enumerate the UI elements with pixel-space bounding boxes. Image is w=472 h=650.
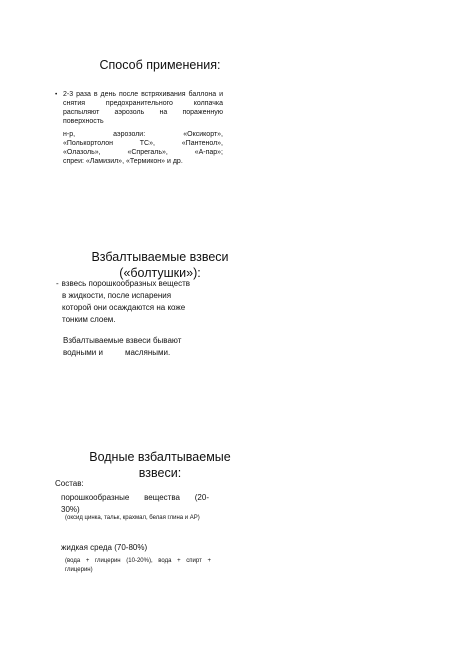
types-oily: масляными. (124, 348, 171, 357)
usage-description: 2-3 раза в день после встряхивания баллона и снятия предохранительного колпачка распыляют аэрозоль на пораженную поверхность (63, 91, 223, 125)
definition-line: взвесь порошкообразных веществ (61, 279, 190, 288)
bullet-paragraph (63, 90, 223, 166)
types-line (63, 347, 243, 359)
definition-line: которой они осаждаются на коже (62, 303, 186, 312)
slide-shake-suspensions (0, 216, 472, 432)
definition-text (56, 278, 236, 326)
composition-label: Состав: (55, 479, 84, 488)
dash-marker: - (56, 279, 59, 288)
examples-line: «Полькортолон ТС», «Пантенол», (63, 140, 223, 147)
bullet-marker: • (55, 91, 58, 98)
composition-note-liquid: (вода + глицерин (10-20%), вода + спирт + глицерин) (65, 558, 211, 573)
types-line: Взбалтываемые взвеси бывают (63, 336, 182, 345)
slide-title-line: Взбалтываемые взвеси (91, 250, 229, 264)
examples-block (63, 130, 223, 166)
slide-title-line: («болтушки»): (119, 266, 201, 280)
slide-title: Способ применения: (99, 58, 221, 72)
types-aqueous: водными и (63, 348, 103, 357)
examples-line: «Олазоль», «Спрегаль», «А-пар»; (63, 149, 223, 156)
composition-item-powders (61, 492, 209, 516)
composition-note-powders: (оксид цинка, тальк, крахмал, белая глина и АР) (65, 515, 200, 521)
slide-aqueous-suspensions (0, 432, 472, 650)
composition-item-liquid: жидкая среда (70-80%) (61, 543, 148, 552)
examples-line: н-р, аэрозоли: «Оксикорт», (63, 131, 223, 138)
definition-line: тонким слоем. (62, 315, 116, 324)
slide-title (60, 449, 260, 481)
composition-item-line: 30%) (61, 505, 80, 514)
slide-title-line: взвеси: (138, 466, 182, 480)
definition-line: в жидкости, после испарения (62, 291, 172, 300)
slide-title-line: Водные взбалтываемые (89, 450, 231, 464)
composition-item-line: порошкообразные вещества (20- (61, 493, 209, 502)
examples-line: спреи: «Ламизил», «Термикон» и др. (63, 158, 183, 165)
types-text (63, 335, 243, 359)
slide-application-method (0, 0, 472, 216)
slide-title (60, 249, 260, 281)
